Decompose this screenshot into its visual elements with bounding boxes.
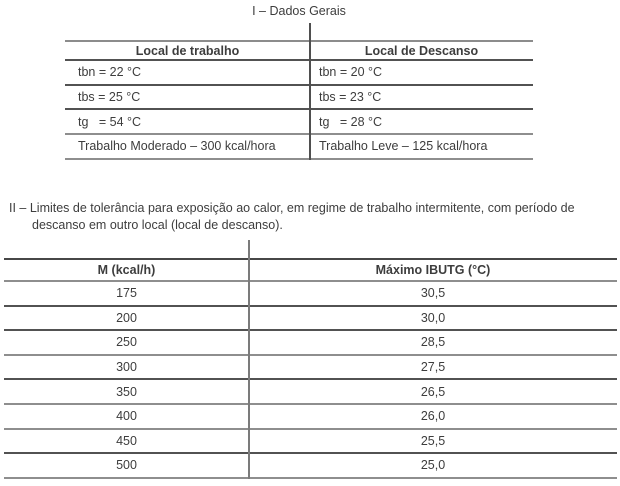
table1-header-local-de-trabalho: Local de trabalho (65, 42, 310, 61)
table-row (4, 380, 617, 405)
m-value-cell: 400 (4, 405, 249, 430)
m-value-cell: 350 (4, 380, 249, 405)
table1-header-local-de-descanso: Local de Descanso (310, 42, 533, 61)
ibutg-value-cell: 25,5 (249, 430, 617, 455)
ibutg-value-cell: 30,0 (249, 307, 617, 332)
tg-descanso-cell: tg = 28 °C (310, 110, 533, 135)
table2-header-maximo-ibutg: Máximo IBUTG (°C) (249, 260, 617, 282)
table-row (65, 110, 533, 135)
table-row (4, 454, 617, 479)
table-row (4, 331, 617, 356)
tbs-trabalho-cell: tbs = 25 °C (65, 86, 310, 111)
table-row (4, 430, 617, 455)
ibutg-value-cell: 25,0 (249, 454, 617, 479)
section2-heading-line2: descanso em outro local (local de descanso). (32, 218, 283, 232)
m-value-cell: 175 (4, 282, 249, 307)
table2-header-row (4, 260, 617, 282)
section2-heading-line1: II – Limites de tolerância para exposição ao calor, em regime de trabalho intermitente, com período de (9, 201, 575, 215)
dados-gerais-table (65, 40, 533, 160)
table-row (4, 356, 617, 381)
table1-column-divider (309, 23, 311, 160)
trabalho-moderado-cell: Trabalho Moderado – 300 kcal/hora (65, 135, 310, 160)
m-value-cell: 500 (4, 454, 249, 479)
m-value-cell: 200 (4, 307, 249, 332)
section1-title: I – Dados Gerais (252, 4, 346, 18)
trabalho-leve-cell: Trabalho Leve – 125 kcal/hora (310, 135, 533, 160)
ibutg-limits-table (4, 258, 617, 479)
tbn-trabalho-cell: tbn = 22 °C (65, 61, 310, 86)
table-row (65, 86, 533, 111)
m-value-cell: 250 (4, 331, 249, 356)
table1-header-row (65, 42, 533, 61)
table-row (65, 135, 533, 160)
table-row (4, 405, 617, 430)
table2-header-m-kcal: M (kcal/h) (4, 260, 249, 282)
ibutg-value-cell: 26,0 (249, 405, 617, 430)
ibutg-value-cell: 26,5 (249, 380, 617, 405)
ibutg-value-cell: 30,5 (249, 282, 617, 307)
ibutg-value-cell: 28,5 (249, 331, 617, 356)
table-row (4, 307, 617, 332)
m-value-cell: 300 (4, 356, 249, 381)
tbn-descanso-cell: tbn = 20 °C (310, 61, 533, 86)
m-value-cell: 450 (4, 430, 249, 455)
table-row (4, 282, 617, 307)
tbs-descanso-cell: tbs = 23 °C (310, 86, 533, 111)
table-row (65, 61, 533, 86)
ibutg-value-cell: 27,5 (249, 356, 617, 381)
tg-trabalho-cell: tg = 54 °C (65, 110, 310, 135)
section2-heading (9, 200, 617, 234)
table2-column-divider (248, 240, 250, 479)
